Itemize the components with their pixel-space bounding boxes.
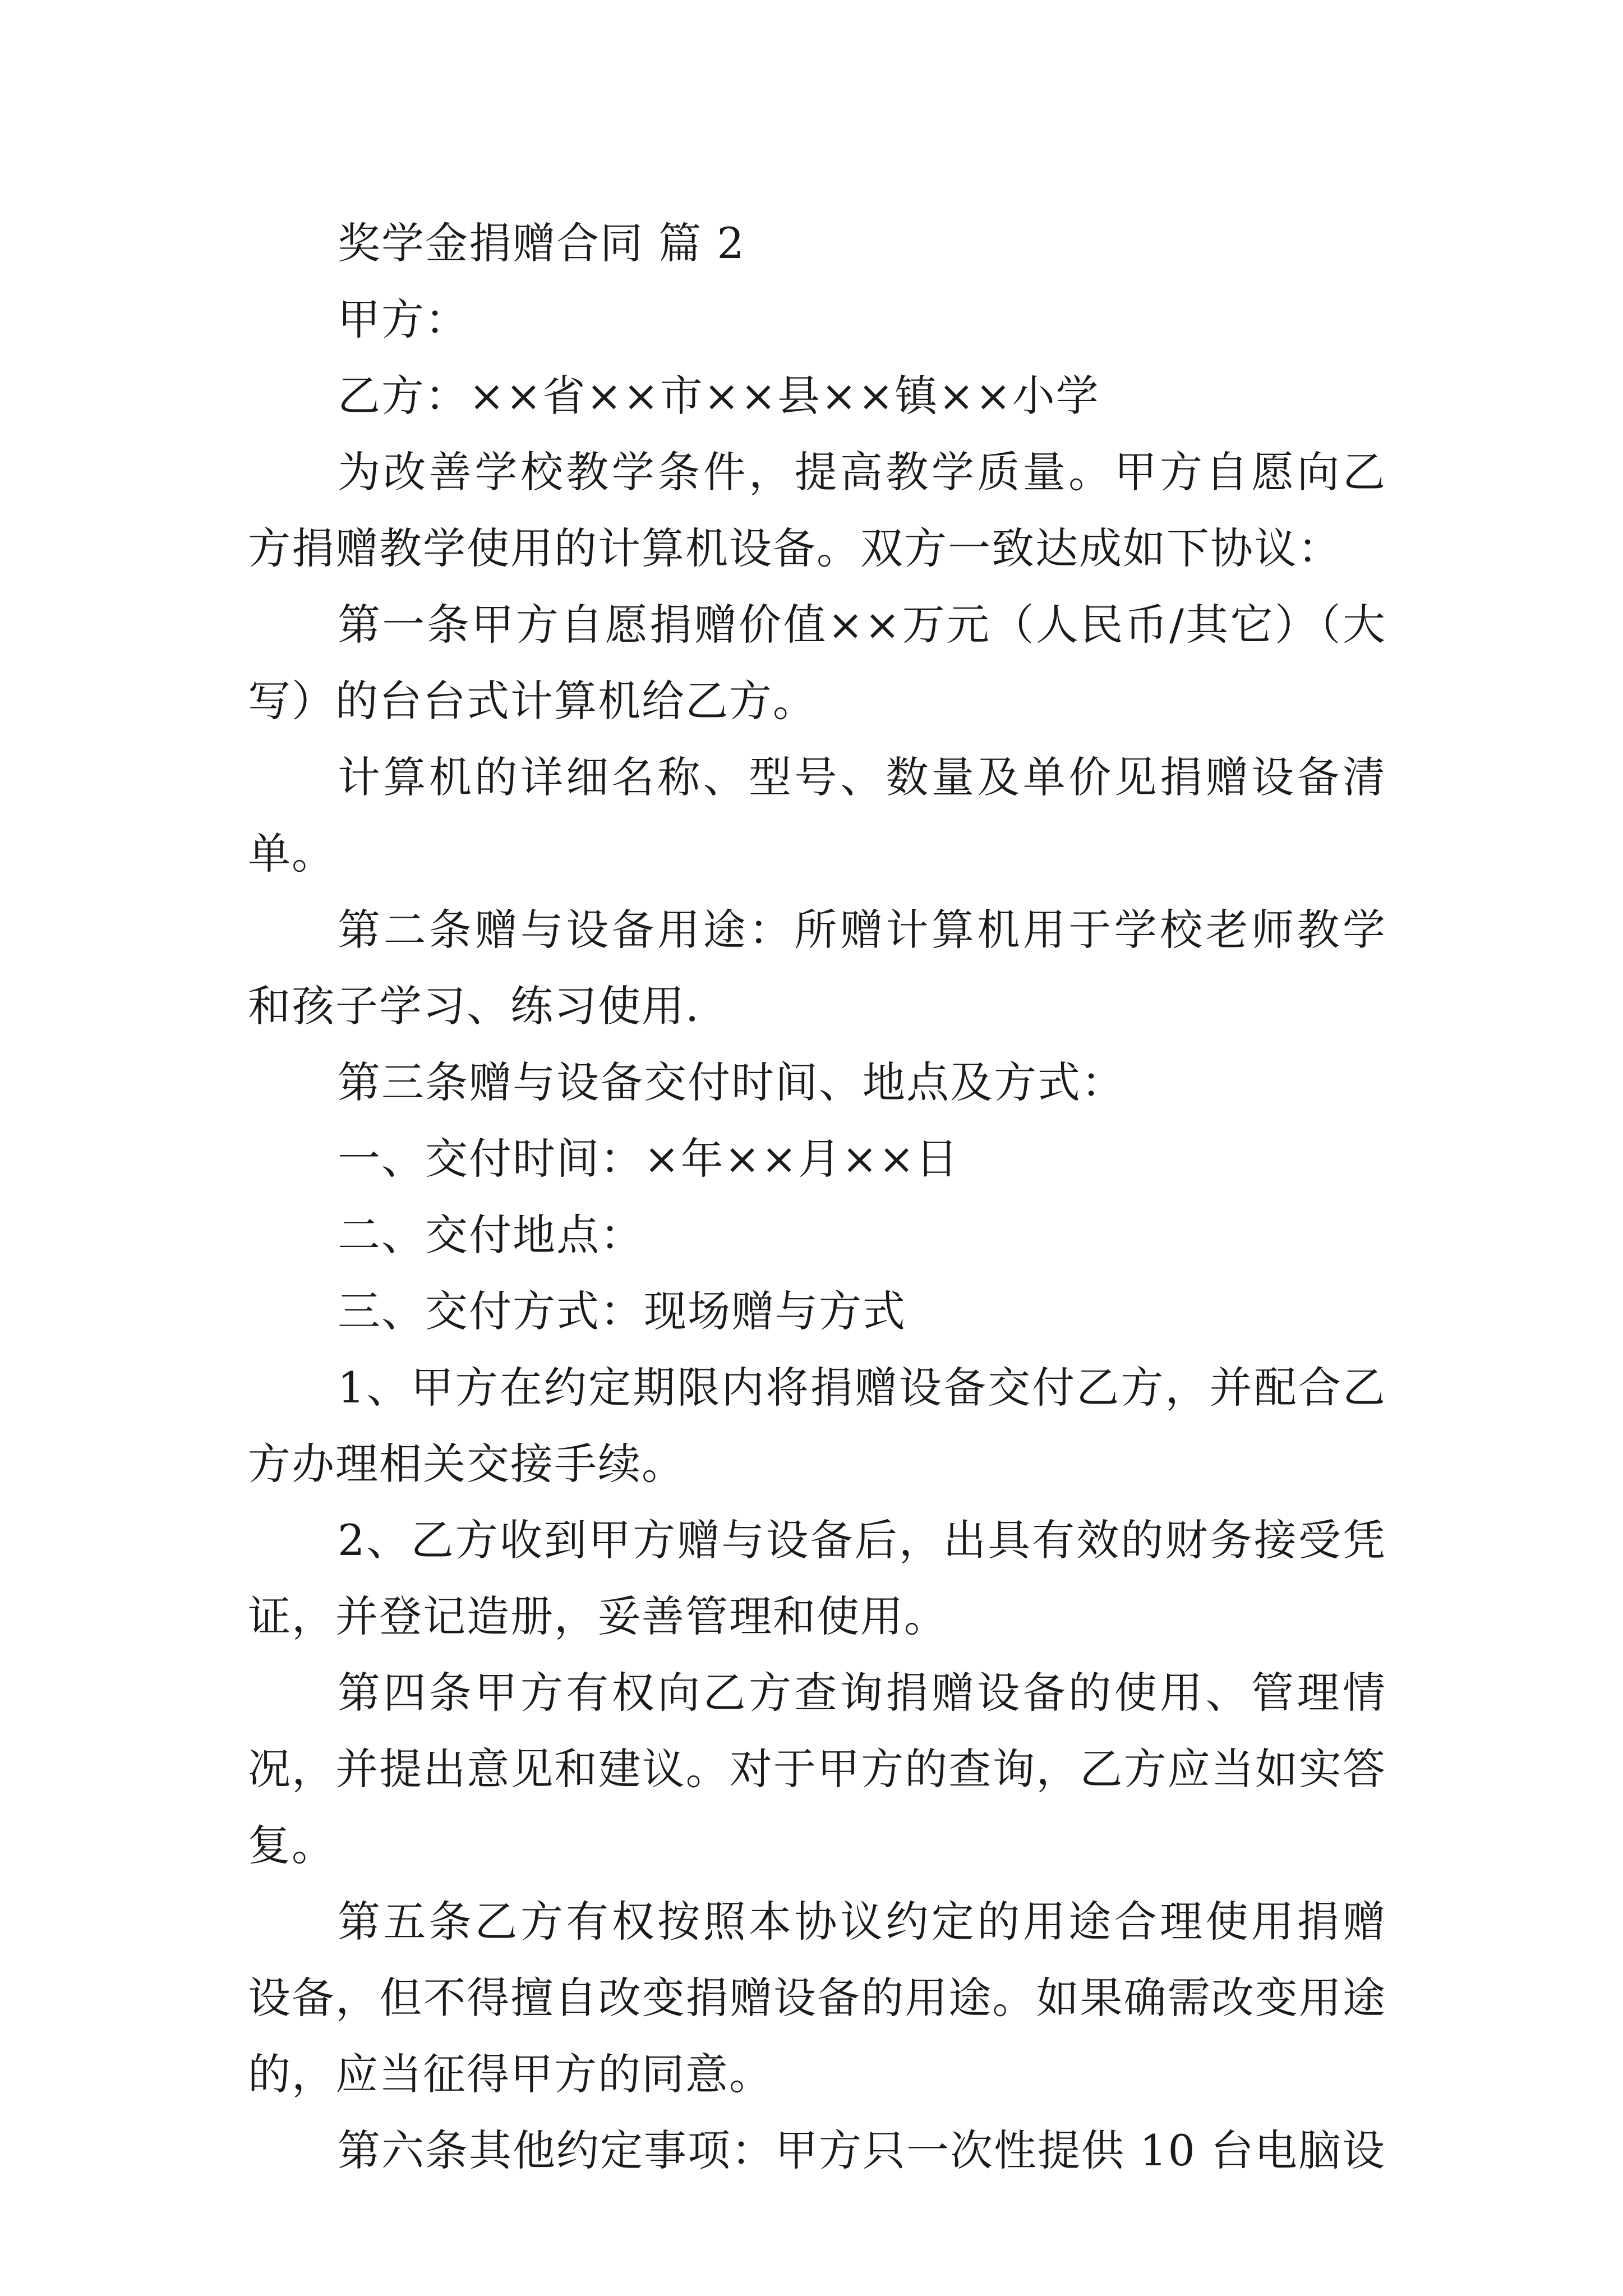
document-title: 奖学金捐赠合同 篇 2 (338, 218, 745, 268)
party-a-line: 甲方： (338, 295, 469, 344)
delivery-method-item: 三、交付方式：现场赠与方式 (338, 1286, 906, 1336)
delivery-place-item: 二、交付地点： (338, 1210, 644, 1260)
party-b-line: 乙方：××省××市××县××镇××小学 (338, 371, 1100, 421)
article-3-paragraph: 第三条赠与设备交付时间、地点及方式： (338, 1057, 1125, 1107)
equipment-list-note: 计算机的详细名称、型号、数量及单价见捐赠设备清单。 (248, 752, 1386, 878)
article-4-paragraph: 第四条甲方有权向乙方查询捐赠设备的使用、管理情况，并提出意见和建议。对于甲方的查询，乙方应当如实答复。 (248, 1668, 1386, 1870)
clause-2-paragraph: 2、乙方收到甲方赠与设备后，出具有效的财务接受凭证，并登记造册，妥善管理和使用。 (248, 1515, 1386, 1641)
article-2-paragraph: 第二条赠与设备用途：所赠计算机用于学校老师教学和孩子学习、练习使用. (248, 905, 1386, 1031)
article-6-paragraph: 第六条其他约定事项：甲方只一次性提供 10 台电脑设 (338, 2125, 1386, 2175)
clause-1-paragraph: 1、甲方在约定期限内将捐赠设备交付乙方，并配合乙方办理相关交接手续。 (248, 1363, 1386, 1489)
article-5-paragraph: 第五条乙方有权按照本协议约定的用途合理使用捐赠设备，但不得擅自改变捐赠设备的用途。如果确需改变用途的，应当征得甲方的同意。 (248, 1897, 1386, 2099)
preamble-paragraph: 为改善学校教学条件，提高教学质量。甲方自愿向乙方捐赠教学使用的计算机设备。双方一致达成如下协议： (248, 447, 1386, 573)
article-1-paragraph: 第一条甲方自愿捐赠价值××万元（人民币/其它）（大写）的台台式计算机给乙方。 (248, 600, 1386, 726)
delivery-time-item: 一、交付时间：×年××月××日 (338, 1134, 960, 1184)
document-body (248, 205, 1386, 2189)
